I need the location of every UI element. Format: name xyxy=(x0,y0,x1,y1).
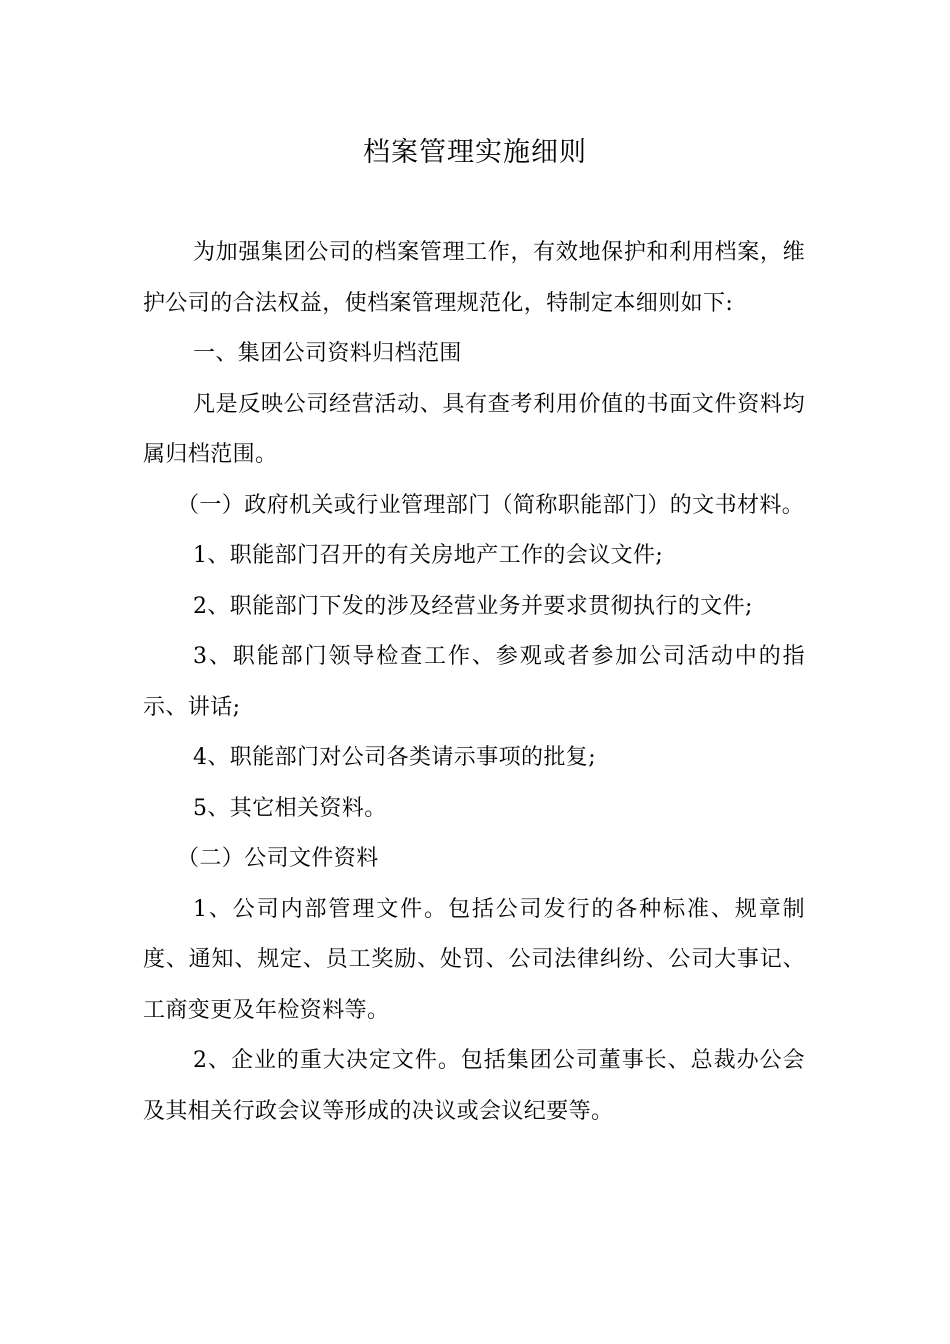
document-title: 档案管理实施细则 xyxy=(363,137,587,168)
document-body xyxy=(143,228,805,1137)
list-item: 4、职能部门对公司各类请示事项的批复; xyxy=(193,745,597,770)
list-item: 2、职能部门下发的涉及经营业务并要求贯彻执行的文件; xyxy=(193,593,753,619)
section-heading-1: 一、集团公司资料归档范围 xyxy=(193,341,462,366)
paragraph-scope: 凡是反映公司经营活动、具有查考利用价值的书面文件资料均属归档范围。 xyxy=(143,391,805,467)
paragraph-intro: 为加强集团公司的档案管理工作，有效地保护和利用档案，维护公司的合法权益，使档案管理规范化，特制定本细则如下: xyxy=(143,240,805,316)
list-item: 1、公司内部管理文件。包括公司发行的各种标准、规章制度、通知、规定、员工奖励、处罚、公司法律纠纷、公司大事记、工商变更及年检资料等。 xyxy=(143,896,805,1023)
subsection-heading-1: （一）政府机关或行业管理部门（简称职能部门）的文书材料。 xyxy=(177,492,805,518)
list-item: 2、企业的重大决定文件。包括集团公司董事长、总裁办公会及其相关行政会议等形成的决议或会议纪要等。 xyxy=(143,1048,805,1124)
list-item: 5、其它相关资料。 xyxy=(193,795,387,821)
list-item: 3、职能部门领导检查工作、参观或者参加公司活动中的指示、讲话; xyxy=(143,644,805,720)
list-item: 1、职能部门召开的有关房地产工作的会议文件; xyxy=(193,543,664,568)
subsection-heading-2: （二）公司文件资料 xyxy=(177,846,379,871)
